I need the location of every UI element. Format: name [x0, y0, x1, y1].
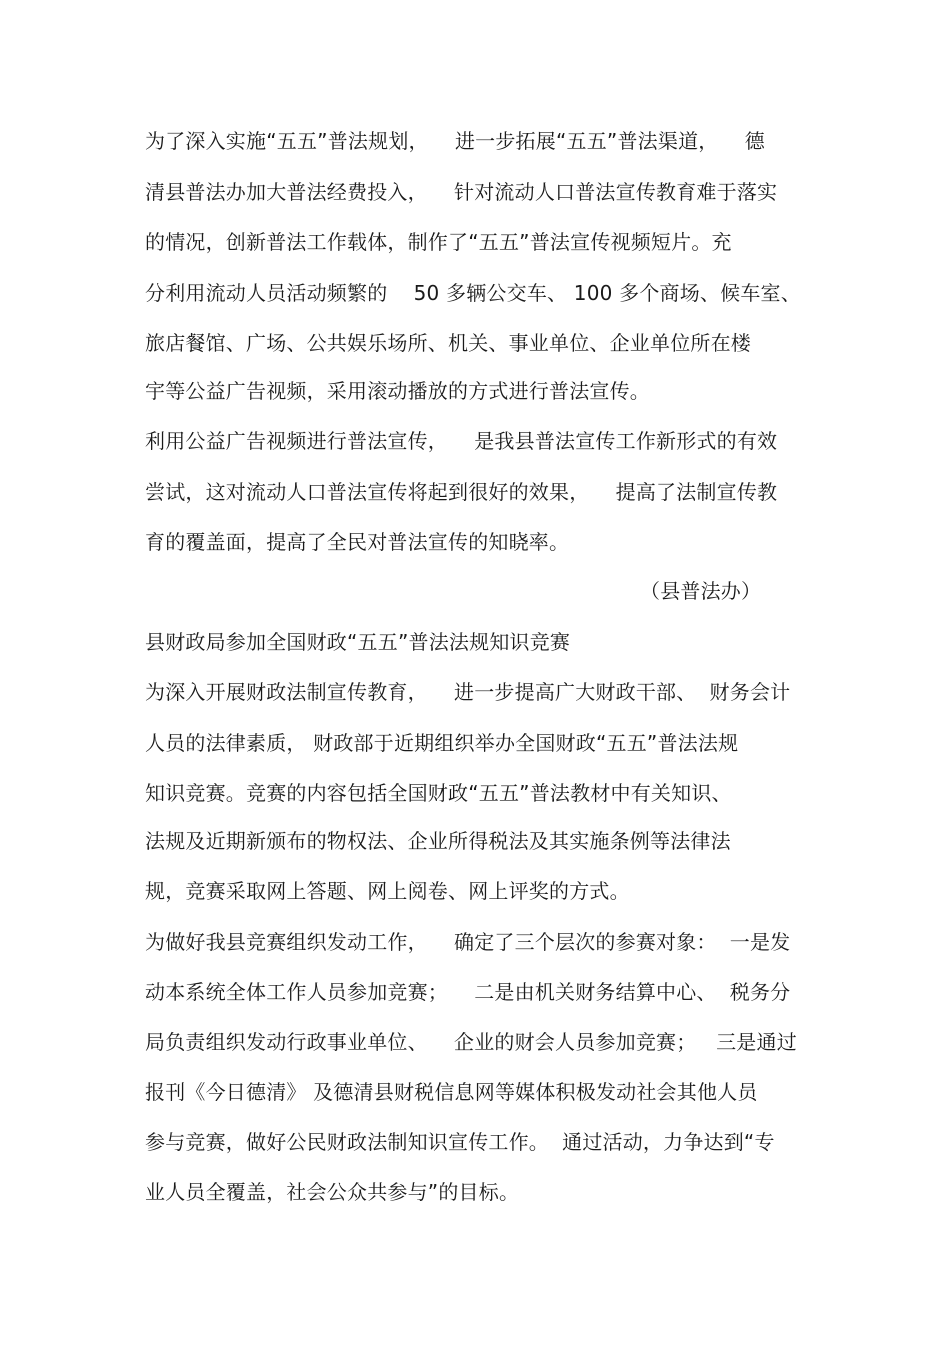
paragraph-2-line-2: 尝试，这对流动人口普法宣传将起到很好的效果， 提高了法制宣传教 [145, 480, 778, 504]
attribution: （县普法办） [640, 579, 762, 603]
paragraph-1-line-5: 旅店餐馆、广场、公共娱乐场所、机关、事业单位、企业单位所在楼 [145, 331, 751, 355]
paragraph-1-line-6: 宇等公益广告视频，采用滚动播放的方式进行普法宣传。 [145, 379, 650, 403]
paragraph-3-line-4: 法规及近期新颁布的物权法、企业所得税法及其实施条例等法律法 [145, 829, 731, 853]
paragraph-4-line-2: 动本系统全体工作人员参加竞赛； 二是由机关财务结算中心、 税务分 [145, 980, 791, 1004]
paragraph-4-line-1: 为做好我县竞赛组织发动工作， 确定了三个层次的参赛对象： 一是发 [145, 930, 791, 954]
paragraph-1-line-4: 分利用流动人员活动频繁的 50 多辆公交车、 100 多个商场、候车室、 [145, 281, 801, 305]
article-title: 县财政局参加全国财政“五五”普法法规知识竞赛 [145, 630, 571, 654]
paragraph-2-line-3: 育的覆盖面，提高了全民对普法宣传的知晓率。 [145, 530, 570, 554]
paragraph-1-line-2: 清县普法办加大普法经费投入， 针对流动人口普法宣传教育难于落实 [145, 180, 778, 204]
paragraph-3-line-5: 规，竞赛采取网上答题、网上阅卷、网上评奖的方式。 [145, 879, 630, 903]
paragraph-4-line-3: 局负责组织发动行政事业单位、 企业的财会人员参加竞赛； 三是通过 [145, 1030, 797, 1054]
paragraph-3-line-2: 人员的法律素质， 财政部于近期组织举办全国财政“五五”普法法规 [145, 731, 739, 755]
paragraph-4-line-5: 参与竞赛，做好公民财政法制知识宣传工作。 通过活动，力争达到“专 [145, 1130, 775, 1154]
paragraph-4-line-4: 报刊《今日德清》 及德清县财税信息网等媒体积极发动社会其他人员 [145, 1080, 758, 1104]
paragraph-1-line-1: 为了深入实施“五五”普法规划， 进一步拓展“五五”普法渠道， 德 [145, 129, 765, 153]
paragraph-3-line-1: 为深入开展财政法制宣传教育， 进一步提高广大财政干部、 财务会计 [145, 680, 791, 704]
paragraph-3-line-3: 知识竞赛。竞赛的内容包括全国财政“五五”普法教材中有关知识、 [145, 781, 732, 805]
paragraph-4-line-6: 业人员全覆盖，社会公众共参与”的目标。 [145, 1180, 520, 1204]
paragraph-2-line-1: 利用公益广告视频进行普法宣传， 是我县普法宣传工作新形式的有效 [145, 429, 778, 453]
paragraph-1-line-3: 的情况，创新普法工作载体，制作了“五五”普法宣传视频短片。充 [145, 230, 732, 254]
